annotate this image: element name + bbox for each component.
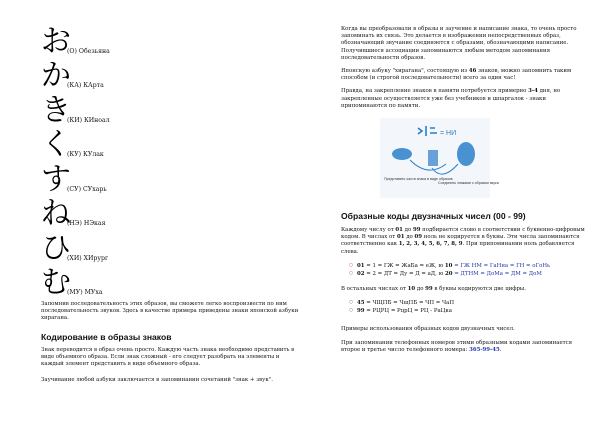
list-item: ○ 99 = РЦРЦ = РцрЦ = РЦ - РаЦка bbox=[349, 307, 589, 315]
kana-row bbox=[41, 229, 303, 264]
association-figure bbox=[380, 118, 499, 198]
paragraph-coding: Знак переводится в образ очень просто. Каждую часть знака необходимо представить в виде объемного образа. Если знак сложный - его следует разобрать на элементы и каждый элемент представить в виде объемного образа. bbox=[41, 346, 295, 368]
figure-label-left: Представить части знака в виде образов bbox=[384, 177, 453, 182]
kana-row bbox=[41, 57, 303, 92]
kana-glyph: か bbox=[41, 58, 71, 93]
kana-row bbox=[41, 160, 303, 195]
kana-list bbox=[41, 22, 303, 298]
kana-label: (НЭ) НЭкая bbox=[67, 220, 106, 227]
kana-row bbox=[41, 91, 303, 126]
paragraph-phone: При запоминании телефонных номеров этими образными кодами запоминается второе и третье число телефонного номера: 365-99-45. bbox=[341, 339, 573, 354]
number-examples-list-1 bbox=[349, 262, 589, 279]
object-right-icon bbox=[457, 142, 475, 166]
kana-label: (КА) КАрта bbox=[67, 82, 104, 89]
kana-label: (МУ) МУха bbox=[67, 289, 103, 296]
kana-label: (О) Обезьяна bbox=[67, 47, 110, 55]
figure-label-right: Соединить знаками с образом звука bbox=[438, 181, 499, 186]
paragraph-hiragana: Японскую азбуку "хирагана", состоящую из 46 знаков, можно запомнить таким способом (и строгой последовательности) всего за один час! bbox=[341, 68, 572, 82]
kana-glyph: く bbox=[41, 127, 71, 162]
kana-row bbox=[41, 264, 303, 299]
kana-glyph: す bbox=[41, 161, 71, 197]
kana-label: (КУ) КУлак bbox=[67, 151, 104, 158]
phone-number: 365-99-45 bbox=[469, 347, 500, 354]
kana-row bbox=[41, 126, 303, 161]
paragraph-association: Когда вы преобразовали в образы и заучение и написание знака, то очень просто запоминать их связь. Это делается в изображении непосредственных образ, обозначающий звучание соединяется с образами, обозначающими написание. Получившиеся ассоциации запоминаются любым методом запоминания последовательности образов. bbox=[341, 26, 577, 61]
paragraph-number-codes: Каждому числу от 01 до 99 подбирается слово в соответствии с буквенно-цифровым кодом. В числах от 01 до 09 ноль не кодируется в буквы. Эти числа запоминаются соответственно как 1, 2, 3, 4, 5, 6, 7, 8, 9. При припоминании ноль добавляется слева. bbox=[341, 227, 585, 255]
list-item: ○ 45 = ЧЩПБ = ЧщПБ = ЧП = ЧаП bbox=[349, 299, 589, 307]
kana-glyph: お bbox=[41, 23, 71, 59]
kana-glyph: ひ bbox=[41, 230, 71, 266]
paragraph-memorize: Заучивание любой азбуки заключается в запоминании сочетаний "знак + звук". bbox=[41, 377, 273, 384]
list-item: ○ 02 = 2 = ДТ = Ду = Д = аД, ю 20 = ДТНМ = ДоМа = ДМ = ДоМ bbox=[349, 270, 589, 278]
number-3-4: 3-4 bbox=[528, 88, 538, 95]
kana-glyph: ね bbox=[41, 196, 71, 231]
figure-label-top: = НИ bbox=[440, 130, 457, 138]
list-item: ○ 01 = 1 = ГЖ = ЖаБа = еЖ, ю 10 = ГЖ НМ = ГаНна = ГН = оГоНь bbox=[349, 262, 589, 270]
object-left-icon bbox=[392, 148, 412, 160]
intro-paragraph: Запомнив последовательность этих образов, вы сможете легко воспроизвести по ним последовательность звуков. Здесь в качестве примера приведены знаки японской азбуки хирагана. bbox=[41, 301, 299, 322]
right-column bbox=[341, 26, 589, 354]
paragraph-other-numbers: В остальных числах от 10 до 99 в буквы кодируются две цифры. bbox=[341, 285, 526, 292]
kana-glyph: き bbox=[41, 92, 71, 128]
kana-glyph: む bbox=[41, 265, 71, 300]
paragraph-examples: Примеры использования образных кодов двузначных чисел. bbox=[341, 325, 515, 332]
kana-label: (КИ) КИноал bbox=[67, 116, 110, 124]
object-center-icon bbox=[428, 150, 438, 166]
paragraph-consolidation: Правда, на закрепление знаков в памяти потребуется примерно 3-4 дня, но закрепленные осуществляется уже без учебников и шпаргалок - знаки припоминаются по памяти. bbox=[341, 88, 561, 109]
section-heading-numbers: Образные коды двузначных чисел (00 - 99) bbox=[341, 211, 526, 222]
number-examples-list-2 bbox=[349, 299, 589, 316]
association-diagram bbox=[380, 118, 499, 198]
section-heading-coding: Кодирование в образы знаков bbox=[41, 331, 172, 342]
kana-row bbox=[41, 195, 303, 230]
kana-label: (СУ) СУхарь bbox=[67, 185, 107, 193]
number-46: 46 bbox=[468, 68, 477, 75]
kana-label: (ХИ) ХИрург bbox=[67, 254, 109, 262]
left-column bbox=[41, 22, 303, 384]
kana-row bbox=[41, 22, 303, 57]
